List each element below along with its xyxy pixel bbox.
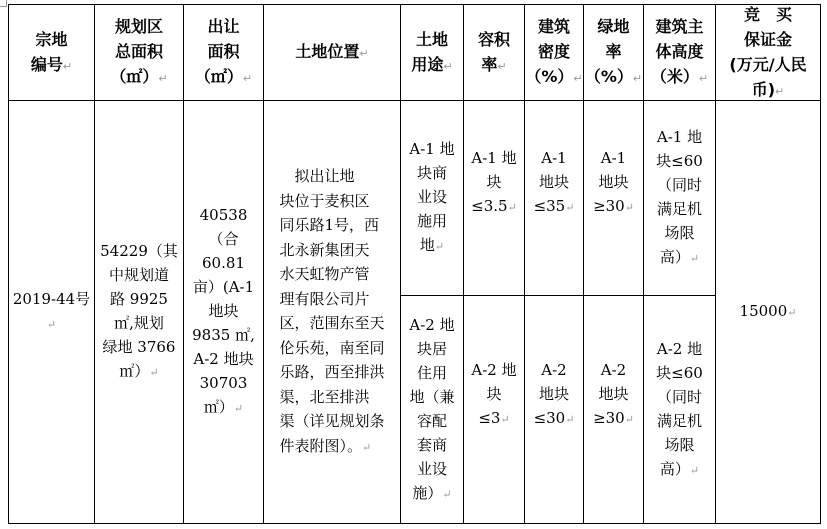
cell-far-a1 xyxy=(463,100,525,296)
cell-text: A-1 地 块商 业设 施用 地 ↵ xyxy=(409,137,454,259)
header-text: 宗地 编号 ↵ xyxy=(31,27,72,79)
header-location xyxy=(263,4,401,101)
cell-text: 54229（其 中规划道 路 9925 ㎡,规划 绿地 3766 ㎡） ↵ xyxy=(100,239,178,385)
cell-height-a1 xyxy=(643,100,716,296)
cell-density-a2 xyxy=(524,295,584,524)
cell-text: A-1 地块 ≤35 ↵ xyxy=(534,146,575,220)
cell-text: 15000 ↵ xyxy=(740,299,797,325)
header-text: 土地位置 ↵ xyxy=(295,39,368,66)
cell-parcel-no xyxy=(8,100,95,524)
cell-green-a1 xyxy=(583,100,644,296)
cell-text: 40538 （合 60.81 亩）(A-1 地块 9835 ㎡, A-2 地块 30703 ㎡） ↵ xyxy=(192,203,255,421)
cell-text: 2019-44号 ↵ xyxy=(9,287,94,337)
cell-green-a2 xyxy=(583,295,644,524)
cell-text: A-1 地 块 ≤3.5 ↵ xyxy=(471,146,517,220)
header-land-use xyxy=(400,4,464,101)
header-parcel-no xyxy=(8,4,95,101)
table-anchor-marker xyxy=(0,0,7,7)
header-transfer-area xyxy=(183,4,264,101)
cell-use-a1 xyxy=(400,100,464,296)
header-building-height xyxy=(643,4,716,101)
header-far xyxy=(463,4,525,101)
cell-transfer-area xyxy=(183,100,264,524)
cell-far-a2 xyxy=(463,295,525,524)
cell-height-a2 xyxy=(643,295,716,524)
cell-text: A-2 地 块≤60 （同时 满足机 场限 高） ↵ xyxy=(656,337,703,483)
header-text: 规划区 总面积 （㎡） ↵ xyxy=(110,14,167,91)
cell-text: 拟出让地 块位于麦积区 同乐路1号，西 北永新集团天 水天虹物产管 理有限公司片 区，范围东至天 伦乐苑，南至同 乐路，西至排洪 渠，北至排洪 渠（详见规划条 件表附图）。 ↵ xyxy=(279,164,384,460)
header-text: 容积 率 ↵ xyxy=(478,27,510,79)
cell-location xyxy=(263,100,401,524)
header-text: 土地 用途 ↵ xyxy=(411,27,452,79)
cell-deposit xyxy=(715,100,821,524)
cell-text: A-2 地块 ≤30 ↵ xyxy=(534,358,575,432)
header-text: 竞 买 保证金 (万元/人民币) ↵ xyxy=(716,2,820,104)
cell-planning-area xyxy=(94,100,184,524)
cell-text: A-1 地 块≤60 （同时 满足机 场限 高） ↵ xyxy=(656,125,703,271)
header-green-ratio xyxy=(583,4,644,101)
cell-text: A-1 地块 ≥30 ↵ xyxy=(593,146,634,220)
cell-text: A-2 地 块居 住用 地（兼 容配 套商 业设 施） ↵ xyxy=(409,313,454,507)
cell-text: A-2 地 块 ≤3 ↵ xyxy=(471,358,516,432)
header-density xyxy=(524,4,584,101)
header-text: 建筑主 体高度 （米） ↵ xyxy=(651,14,708,91)
cell-text: A-2 地块 ≥30 ↵ xyxy=(593,358,634,432)
header-text: 出让 面积 （㎡） ↵ xyxy=(195,14,252,91)
cell-density-a1 xyxy=(524,100,584,296)
header-text: 建筑 密度 （%） ↵ xyxy=(525,14,582,91)
header-text: 绿地 率 （%） ↵ xyxy=(585,14,642,91)
header-planning-area xyxy=(94,4,184,101)
header-deposit xyxy=(715,4,821,101)
cell-use-a2 xyxy=(400,295,464,524)
